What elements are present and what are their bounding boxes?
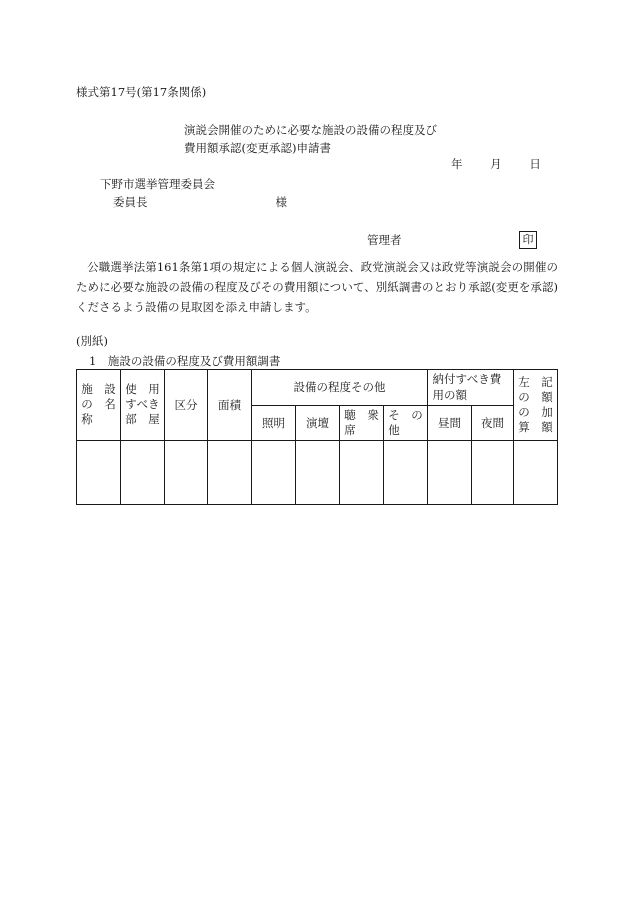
cell-category[interactable] — [165, 441, 208, 505]
header-lighting: 照明 — [252, 406, 296, 441]
cell-audience-seats[interactable] — [340, 441, 384, 505]
attachment-label: (別紙) — [76, 334, 108, 348]
cell-night[interactable] — [472, 441, 514, 505]
cell-total[interactable] — [514, 441, 558, 505]
chair-label: 委員長 — [113, 195, 148, 209]
manager-label: 管理者 — [367, 233, 402, 247]
cell-other[interactable] — [384, 441, 428, 505]
title-line-1: 演説会開催のために必要な施設の設備の程度及び — [184, 123, 437, 137]
document-title — [184, 121, 437, 157]
survey-heading: 1 施設の設備の程度及び費用額調書 — [89, 354, 281, 368]
header-room: 使 用 すべき 部 屋 — [121, 370, 165, 441]
cell-stage[interactable] — [296, 441, 340, 505]
header-equipment-group: 設備の程度その他 — [252, 370, 428, 406]
addressee-committee: 下野市選挙管理委員会 — [100, 177, 215, 191]
cell-lighting[interactable] — [252, 441, 296, 505]
header-area: 面積 — [208, 370, 252, 441]
cell-facility-name[interactable] — [77, 441, 121, 505]
addressee-chair — [113, 194, 287, 210]
cell-daytime[interactable] — [428, 441, 472, 505]
application-paragraph — [76, 257, 558, 317]
date-month-label: 月 — [490, 157, 502, 171]
header-daytime: 昼間 — [428, 406, 472, 441]
header-category: 区分 — [165, 370, 208, 441]
title-line-2: 費用額承認(変更承認)申請書 — [184, 141, 331, 155]
header-facility-name: 施 設 の 名 称 — [77, 370, 121, 441]
header-audience-seats: 聴 衆 席 — [340, 406, 384, 441]
date-field — [451, 156, 541, 172]
application-text: 公職選挙法第161条第1項の規定による個人演説会、政党演説会又は政党等演説会の開催のために必要な施設の設備の程度及びその費用額について、別紙調書のとおり承認(変更を承認)くださるよう設備の見取図を添え申請します。 — [76, 260, 558, 314]
header-night: 夜間 — [472, 406, 514, 441]
form-number: 様式第17号(第17条関係) — [76, 85, 207, 99]
cell-room[interactable] — [121, 441, 165, 505]
date-day-label: 日 — [529, 157, 541, 171]
header-fee-group: 納付すべき費用の額 — [428, 370, 514, 406]
header-total: 左 記 の 額 の 加 算 額 — [514, 370, 558, 441]
date-year-label: 年 — [451, 157, 463, 171]
header-other: そ の 他 — [384, 406, 428, 441]
cell-area[interactable] — [208, 441, 252, 505]
seal-mark: 印 — [519, 231, 537, 249]
honorific: 様 — [275, 195, 287, 209]
table-row — [77, 441, 558, 505]
facility-survey-table — [76, 369, 558, 505]
header-stage: 演壇 — [296, 406, 340, 441]
